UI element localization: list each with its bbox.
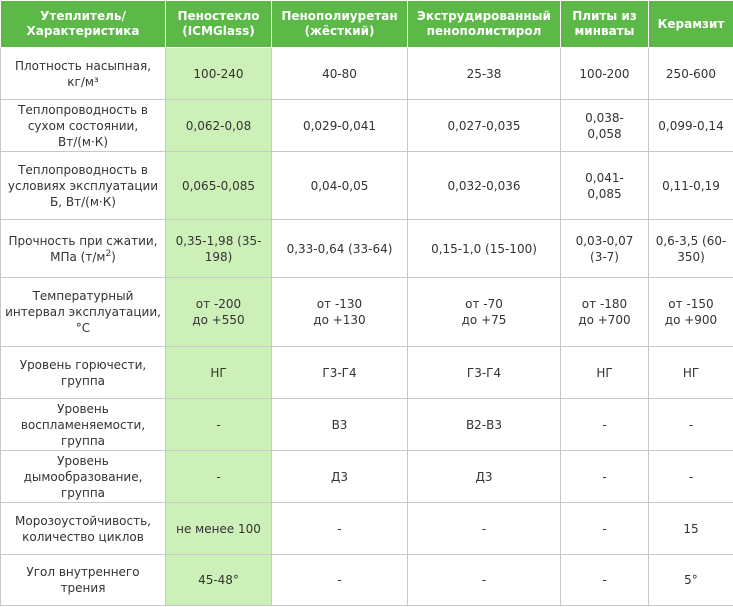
header-row <box>1 1 733 48</box>
table-row <box>1 48 733 100</box>
header-mineral-wool: Плиты из минваты <box>561 1 649 48</box>
table-cell: - <box>649 399 733 451</box>
row-label <box>1 220 166 278</box>
table-cell: 0,15-1,0 (15-100) <box>408 220 561 278</box>
table-row <box>1 100 733 152</box>
table-cell: 45-48° <box>166 555 272 606</box>
row-label: Уровень воспламеняемости, группа <box>1 399 166 451</box>
table-cell: - <box>166 451 272 503</box>
table-cell: - <box>408 503 561 555</box>
row-label-tail: ) <box>111 249 116 264</box>
table-cell: 0,041- 0,085 <box>561 152 649 220</box>
table-row <box>1 347 733 399</box>
row-label: Теплопроводность в условиях эксплуатации Б, Вт/(м·К) <box>1 152 166 220</box>
table-cell: от -180 до +700 <box>561 278 649 347</box>
table-cell: 0,6-3,5 (60- 350) <box>649 220 733 278</box>
table-cell: 0,35-1,98 (35- 198) <box>166 220 272 278</box>
table-cell: НГ <box>166 347 272 399</box>
table-cell: Г3-Г4 <box>272 347 408 399</box>
header-expanded-clay: Керамзит <box>649 1 733 48</box>
table-cell: 0,04-0,05 <box>272 152 408 220</box>
row-label: Угол внутреннего трения <box>1 555 166 606</box>
header-characteristic: Утеплитель/ Характеристика <box>1 1 166 48</box>
table-cell: 0,027-0,035 <box>408 100 561 152</box>
table-row <box>1 220 733 278</box>
table-cell: - <box>561 399 649 451</box>
row-label: Теплопроводность в сухом состоянии, Вт/(м·К) <box>1 100 166 152</box>
table-cell: 40-80 <box>272 48 408 100</box>
table-cell: В3 <box>272 399 408 451</box>
row-label: Плотность насыпная, кг/м³ <box>1 48 166 100</box>
table-cell: НГ <box>561 347 649 399</box>
table-row <box>1 451 733 503</box>
table-cell: 15 <box>649 503 733 555</box>
table-cell: от -70 до +75 <box>408 278 561 347</box>
table-row <box>1 555 733 606</box>
table-cell: В2-В3 <box>408 399 561 451</box>
table-cell: не менее 100 <box>166 503 272 555</box>
table-cell: от -150 до +900 <box>649 278 733 347</box>
table-cell: 0,099-0,14 <box>649 100 733 152</box>
table-row <box>1 503 733 555</box>
table-cell: - <box>166 399 272 451</box>
table-cell: Д3 <box>272 451 408 503</box>
table-cell: 250-600 <box>649 48 733 100</box>
table-cell: 0,032-0,036 <box>408 152 561 220</box>
table-cell: 0,038- 0,058 <box>561 100 649 152</box>
table-row <box>1 278 733 347</box>
header-extruded-polystyrene: Экструдированный пенополистирол <box>408 1 561 48</box>
table-cell: - <box>272 503 408 555</box>
table-cell: - <box>561 503 649 555</box>
table-cell: 0,03-0,07 (3-7) <box>561 220 649 278</box>
table-row <box>1 152 733 220</box>
table-cell: 0,11-0,19 <box>649 152 733 220</box>
table-cell: 100-200 <box>561 48 649 100</box>
table-cell: от -200 до +550 <box>166 278 272 347</box>
table-cell: 0,062-0,08 <box>166 100 272 152</box>
table-cell: 25-38 <box>408 48 561 100</box>
table-cell: 5° <box>649 555 733 606</box>
row-label-text: Прочность при сжатии, МПа (т/м <box>8 233 158 264</box>
header-polyurethane: Пенополиуретан (жёсткий) <box>272 1 408 48</box>
table-cell: Д3 <box>408 451 561 503</box>
header-foam-glass: Пеностекло (ICMGlass) <box>166 1 272 48</box>
row-label: Уровень горючести, группа <box>1 347 166 399</box>
table-cell: от -130 до +130 <box>272 278 408 347</box>
row-label-superscript: 2 <box>105 248 112 259</box>
row-label: Уровень дымообразование, группа <box>1 451 166 503</box>
table-cell: НГ <box>649 347 733 399</box>
table-cell: 100-240 <box>166 48 272 100</box>
table-cell: - <box>561 555 649 606</box>
row-label: Морозоустойчивость, количество циклов <box>1 503 166 555</box>
table-cell: 0,029-0,041 <box>272 100 408 152</box>
table-cell: 0,33-0,64 (33-64) <box>272 220 408 278</box>
table-cell: - <box>272 555 408 606</box>
table-cell: - <box>649 451 733 503</box>
table-row <box>1 399 733 451</box>
table-cell: - <box>408 555 561 606</box>
table-cell: 0,065-0,085 <box>166 152 272 220</box>
row-label: Температурный интервал эксплуатации, °C <box>1 278 166 347</box>
table-cell: - <box>561 451 649 503</box>
table-cell: Г3-Г4 <box>408 347 561 399</box>
